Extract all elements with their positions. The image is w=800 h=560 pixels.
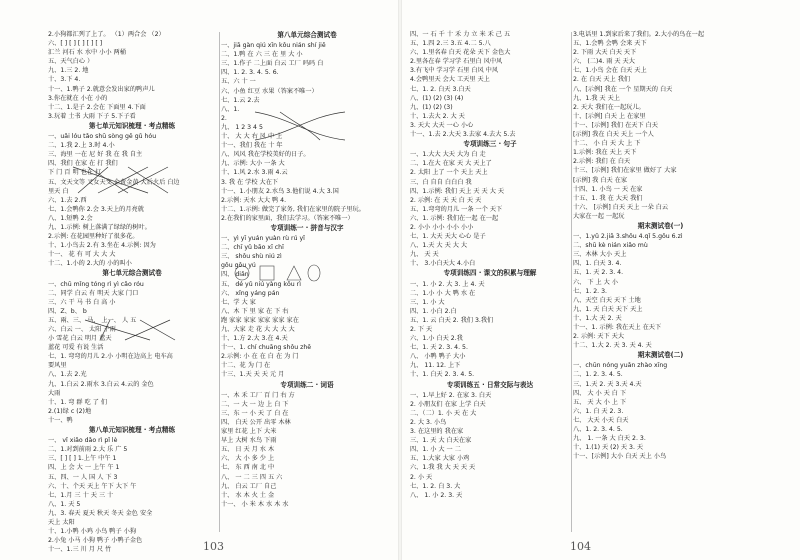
answer-line: [示例] 我 白天 在家 [573, 176, 628, 184]
answer-line: 二、shū kè nián xiǎo mù [573, 242, 648, 250]
answer-line: 七、1. 2. 白 3. 大 [410, 482, 461, 490]
answer-line: 九、 1 2 3 4 5 [221, 123, 263, 131]
answer-line: 六、1.小 白天 2.我 [410, 335, 463, 343]
answer-line: 九、 11. 12. 上下 [410, 362, 461, 370]
answer-line: 2.小兔 小马 小狗 鸭子 小鸭子金色 [48, 537, 143, 545]
answer-line: 一、1.大大 大天 大为 白 走 [410, 151, 486, 159]
answer-line: 五、 日 天 月 水 木 [221, 446, 275, 454]
answer-line: 里天 白 [48, 187, 69, 195]
page-number-right: 104 [570, 540, 591, 553]
answer-line: 五、四、一 人 国 人 下 3 [48, 473, 118, 481]
answer-line: 二、一 大 一 边 上 白 下 [221, 400, 289, 408]
answer-line: 六、 xǐng yáng pán [221, 289, 280, 297]
section-heading: 专项训练五 · 日常交际与表达 [446, 380, 534, 389]
answer-line: 二、1.对到前雨 2.大 乐 广 5 [48, 446, 128, 454]
answer-line: 十五、1. 我 在 大天 我们 [573, 194, 643, 202]
answer-line: 2. 示例: 在 天 天 白 天 天 [410, 196, 482, 204]
section-heading: 专项训练二 · 词语 [280, 380, 334, 389]
answer-line: 一、木 禾 工厂 百 门 右 方 [221, 391, 295, 399]
answer-line: 十、3.下 4. [48, 76, 81, 84]
answer-line: 九、1. 天 白天 天下 天上 [573, 305, 643, 313]
answer-line: 十四、1. 小鸟 一 天 在家 [573, 185, 643, 193]
matching-lines-sketch [68, 165, 178, 195]
answer-line: 七、 东 西 南 北 中 [221, 464, 275, 472]
answer-line: 三、白 自自 白白白 我 [410, 178, 472, 186]
answer-line: 六、[ ] [ ] [ ] [ ] [ ] [48, 40, 103, 48]
answer-line: 十一、1.鸭子 2.就意会发出家的鸭声儿 [48, 85, 155, 93]
answer-line: 十一、我们 我在 十 年 [221, 142, 283, 150]
answer-line: 九、1.我 天 天上 [573, 94, 620, 102]
answer-line: 七、1. 2. 白天 3.白天 [410, 85, 471, 93]
answer-column-3 [410, 30, 570, 530]
answer-line: 2.示例: 天水 大大 鸭 4. [221, 196, 287, 204]
answer-line: 一、uǎi lóu tǎo shū sòng gě gǔ hóu [48, 133, 157, 141]
section-heading: 专项训练三 · 句子 [463, 140, 517, 149]
answer-line: 十一、1.去 2.大天 3.去家 4.去大 5.去 [410, 131, 516, 139]
answer-line: 四、一 石 千 十 禾 力 立 米 禾 己 五 [410, 31, 511, 38]
answer-line: 十、[示例] 白天 上 在家里 [573, 112, 646, 120]
answer-line: 二、1. 2. 3. 4. 5. [573, 371, 623, 379]
answer-line: 三、1. 天 大 白天在家 [410, 437, 472, 445]
answer-line: 六、1.我 我 大 天 天 天 [410, 464, 476, 472]
answer-line: 七、1. 大天 天大 心心 是子 [410, 233, 486, 241]
answer-line: 十、1.去大 2. 大 天 [410, 112, 465, 120]
answer-line: 六、白云 一、 太阳 子雨 [48, 326, 116, 333]
answer-line: 4.会鸭里天 会大 工天里 天上 [410, 76, 490, 84]
answer-line: 九、3. 春天 夏天 秋天 冬天 金色 安全 [48, 509, 153, 517]
answer-line: 3. 在这里的 我在家 [410, 428, 464, 436]
answer-line: 七、学 大 家 [221, 298, 256, 306]
answer-line: 四、Z、b、 b [48, 307, 87, 315]
answer-line: 五、1.弯弯的月儿 一条 一个 天下 [410, 205, 503, 213]
answer-line: 七、1.小鸟 会在 白天 天上 [573, 67, 647, 75]
answer-line: 下 门 百 明 也在 打 [48, 169, 102, 177]
answer-line: 十六、 [示例] 白天 天上 一朵 白云 [573, 203, 669, 211]
column-divider [571, 32, 572, 532]
answer-line: 七、1. 天 2. 3. 4. 5. [410, 344, 468, 352]
answer-line: 十二、1.示例: 做完了家务, 我们在家里的院子里玩。 [221, 205, 365, 213]
answer-line: 七、1. 弯弯的月儿 2.小 小明在边高上 电车高 [48, 353, 173, 361]
answer-line: 七、 大天 小天 白天 [573, 416, 629, 424]
section-heading: 第八单元知识梳理 · 考点精练 [88, 426, 176, 435]
answer-line: 三、东 一 小 天 了 白 在 [221, 409, 289, 417]
answer-line: 三、海里 一在 尼 好 我 在 我 自主 [48, 151, 143, 159]
answer-line: 十、1. 白天 2. 3. 4. 5. [410, 371, 475, 379]
answer-line: 2. 示例: 天下 天大 [573, 333, 625, 341]
answer-line: 十一、 花 有 可 大 大 大 [48, 251, 116, 259]
answer-line: 五、1.大家 大家 小鸡 [410, 455, 470, 463]
answer-line: 八、风风 我在学校美好的日子。 [221, 151, 310, 159]
answer-line: 九、1.三 2. 地 [48, 67, 89, 75]
answer-line: 小 雪花 白云 明月 蓝天 [48, 335, 112, 343]
answer-line: 2. 小 天 [410, 473, 433, 481]
matching-lines-sketch [250, 108, 350, 144]
answer-line: 二、（二）1. 小 天 在 大 [410, 409, 477, 417]
answer-line: 七、1.云 2.去 [221, 96, 260, 104]
answer-line: 五、1.会鸭 会鸭 会来 天下 [573, 40, 647, 48]
answer-line: 八、1.短鸭 2.会 [48, 214, 93, 222]
answer-line: 十、1.方 2.大 3.在 4.天 [221, 335, 288, 343]
answer-line: 五、1. 天 2. 3. 4. [573, 269, 624, 277]
answer-line: 十、1.小鸟去 2.有 3.坐在 4.示例: 因为 [48, 242, 156, 250]
section-heading: 第七单元综合测试卷 [102, 269, 162, 278]
answer-line: 八、 小鸭 鸭子 大小 [410, 353, 466, 361]
answer-line: 十一、[示例] 大小 白天 天上 小鸟 [573, 453, 667, 461]
answer-line: 2. [221, 114, 227, 122]
answer-line: 大雨 [48, 389, 61, 397]
answer-line: 五、 天 大 小 上 下 [573, 398, 627, 406]
answer-line: 四、 大 小 天 白 下 [573, 389, 627, 397]
answer-line: 三、1.天 2. 天 3.天 4.天 [573, 380, 642, 388]
answer-line: 三、六 干 马 书 白 高 小 [48, 298, 116, 306]
answer-line: 2. 小小 小小 小小 小小 [410, 223, 474, 231]
answer-line: 十、1.风 2.水 3.雨 4.云 [221, 169, 288, 177]
page-number-left: 103 [203, 540, 224, 553]
answer-line: 四、1. 小 大 一 二 [410, 446, 461, 454]
answer-column-4 [573, 30, 748, 530]
answer-line: 二、1.鸭 在 六 三 在 里 大 小 [221, 51, 303, 59]
answer-line: 十、 水 木 火 土 金 [221, 491, 275, 499]
answer-line: 六、1.里名春 白天 花朵 天下 金色大 [410, 49, 511, 57]
answer-line: 大家在一起 一起玩 [573, 212, 625, 220]
picture-sketch [232, 262, 322, 284]
answer-line: 三、 shǒu shù niú zì [221, 253, 282, 261]
answer-line: 八、(1) (2) (3) (4) [410, 94, 464, 102]
answer-line: 九、(1) (2) (3) [410, 103, 453, 111]
answer-line: 八、1.天 大 天 大 大 [410, 242, 468, 250]
answer-line: 一、 vǐ xiǎo dǎo rì pǐ lè [48, 437, 118, 445]
answer-line: 十、1. 弯 群 吃 了 们 [48, 398, 108, 406]
answer-line: 十、 3.小白天大 4.小白 [410, 260, 476, 268]
answer-line: 二、1.我 2.上 3.时 4.小 [48, 142, 115, 150]
answer-line: 2.示例: 小 在 在 白 在 为 门 [221, 353, 299, 361]
answer-line: 六、1. 白 天 2. 3. [573, 407, 624, 415]
answer-line: 六、1.去 2.西 [48, 196, 87, 204]
answer-line: 三、1. 小 大 [410, 298, 445, 306]
answer-line: 五、1. 云 白天 2. 我们 3.我们 [410, 316, 494, 324]
answer-line: 2. 下 天 [410, 326, 433, 333]
answer-line: 3.有飞中 学习学 石里 白风 中风 [410, 67, 499, 75]
answer-line: 2.示例: 我们 在 白天 [573, 158, 631, 166]
answer-line: 3.电话里 1.到家后来了我们。2.大小的鸟在一起 [573, 31, 705, 38]
answer-line: 十二、 小 白 天 大 上 下 [573, 140, 641, 148]
answer-line: 一、yì yī yuán yuàn rù rú yǐ [221, 235, 305, 243]
answer-line: 十一、1.三 川 月 尺 竹 [48, 546, 112, 554]
answer-line: 一、1.早上好 2. 在家 3. 白天 [410, 391, 492, 399]
page-gutter [398, 0, 402, 560]
answer-line: 八、天空 白天 天下 土地 [573, 296, 641, 304]
answer-line: 十一、[示例] 我们 在天下 白天 [573, 121, 658, 129]
answer-line: 六、 大 小 多 少 上 [221, 455, 275, 463]
answer-line: 要风里 [48, 362, 67, 370]
answer-line: 九、1.白云 2.雨水 3.白云 4.云的 金色 [48, 380, 154, 388]
answer-line: 三、木林 大小 天上 [573, 251, 627, 259]
answer-line: 十三、1.天 天 天 元 月 [221, 371, 285, 379]
answer-line: 七、1. 2. 3. [573, 287, 608, 295]
answer-line: 二、chī yǔ bāo xī chī [221, 244, 284, 252]
answer-line: [示例] 我在 白天 天上 一个人 [573, 131, 654, 139]
answer-line: 六、 (二)4. 雨 天 天大 [573, 58, 635, 66]
answer-line: 2.示例: 在花园里种好了很多花。 [48, 233, 139, 241]
column-divider [219, 32, 220, 532]
answer-line: 八、 一 二 三 四 五 六 [221, 473, 283, 481]
section-heading: 期末测试卷(一) [637, 221, 684, 230]
answer-line: 八、1. 天 5 [48, 500, 81, 508]
answer-line: 家里 红花 上下 大米 [221, 428, 277, 436]
answer-line: 五、 dé yǔ niú yàng kǒu rì [221, 280, 301, 288]
answer-line: 二、同学 白云 有 明天 大家 门口 [48, 289, 139, 297]
answer-line: 跑 家家 家家 家家 家家 家在 [221, 316, 299, 324]
answer-line: 一、1. 小 2. 大 3. 上 4. 天 [410, 280, 485, 288]
answer-line: 一、chū mǐng tóng rì yì cǎo róu [48, 280, 144, 288]
section-heading: 专项训练四 · 课文的积累与理解 [443, 269, 537, 278]
answer-line: 六、1. 示例: 我们在一起 在一起 [410, 214, 499, 222]
answer-line: 十一、鸭 [48, 416, 73, 424]
section-heading: 第七单元知识梳理 · 考点精练 [88, 121, 176, 130]
answer-line: 九、示例: 大小 一条 大 [221, 160, 285, 168]
answer-line: 2. 小朋友们 在家 上学 白天 [410, 400, 486, 408]
answer-line: 2. 天大 我们在一起玩儿。 [573, 103, 645, 111]
answer-line: 2. 大 3. 小鸟 [410, 418, 447, 426]
answer-line: 2. 太阳 上了 一个 天上 天上 [410, 169, 488, 177]
answer-line: 九、大家 走 花 大 大 大 大 [221, 326, 295, 333]
matching-lines-sketch [80, 318, 180, 342]
answer-line: 3. 天大 大天 一心 小心 [410, 121, 474, 129]
answer-line: 九、 天 天 [410, 251, 439, 259]
answer-line: 五、文天文等 叉女天文 金黄金黄 大后火后 白边 [48, 178, 180, 186]
answer-line: 3.玩着 土书 大雨 下子 5.下子看 [48, 112, 136, 120]
answer-line: 汇兰 河石 水 水中 小小 两桶 [48, 49, 126, 57]
answer-line: 四、1.示例: 我们 天上 天 天 大 天 [410, 187, 505, 195]
answer-line: 十二、花 为 门 在 [221, 362, 271, 370]
answer-line: 九、1.示例: 树上落满了绿绿的树叶。 [48, 223, 151, 231]
answer-line: 八、[示例] 我在 一个 星期天的 白天 [573, 85, 673, 93]
answer-line: 四、1. 白天 3. 4. [573, 260, 622, 268]
answer-line: 2.在我们的家里面，我们去学习。（答案不唯一） [221, 214, 354, 222]
answer-line: 2. 在 白天 天上 我们 [573, 76, 631, 84]
answer-line: 二、1.在大 在家 天 大 天上了 [410, 160, 492, 168]
answer-line: 十、 大 大 右 风 中 上 [221, 133, 283, 141]
answer-line: 五、六 十 一 [221, 78, 256, 86]
answer-line: 四、 diǎn [221, 271, 249, 279]
section-heading: 第八单元综合测试卷 [277, 31, 337, 39]
answer-line: 十一、 小 米 木 水 木 水 [221, 500, 289, 508]
answer-line: 八、1. [221, 105, 240, 113]
answer-line: 四、1. 小白 2.白 [410, 307, 457, 315]
answer-line: 三、[ ] [ ] 1.上午 中午 1 [48, 455, 117, 463]
answer-line: 早上 大树 水鸟 下雨 [221, 437, 277, 445]
answer-line: 二、1.小 小 大 鸭 水 在 [410, 289, 476, 297]
answer-line: 四、上 会 大 一 上午 午 1 [48, 464, 120, 472]
answer-line: 六、十、个天 天上 午下 大下 午 [48, 482, 137, 490]
answer-line: 天上 太阳 [48, 518, 75, 526]
section-heading: 期末测试卷(二) [637, 351, 684, 360]
answer-line: 十、1.(1) 天 (2) 天 3. 天 [573, 444, 644, 452]
section-heading: 专项训练一 · 拼音与汉字 [270, 223, 344, 232]
answer-line: 四、1. 2. 3. 4. 5. 6. [221, 69, 279, 77]
answer-line: 3. 我 在 学校 大在下 [221, 178, 279, 186]
answer-line: 八、1.去 2.光 [48, 371, 87, 379]
answer-line: 十二、1.小的 2.大的 小的叫小 [48, 260, 132, 268]
answer-line: 2. 下雨 大天 白天 天下 [573, 49, 637, 57]
answer-line: 十一、1.小朋友 2.水鸟 3.他们说 4.大 3.国 [221, 187, 339, 195]
answer-line: 2.(1)绿 c (2)地 [48, 407, 92, 415]
answer-line: 十、1.小鸭 小鸡 小鸟 鸭子 小狗 [48, 528, 137, 536]
answer-line: 2.里各在春 学习学 石里白 风中风 [410, 58, 503, 66]
answer-line: 十三、[示例] 我们在家里 做好了 大家 [573, 167, 677, 175]
answer-line: 八、1. 2. 3. 4. 5. [573, 426, 623, 434]
answer-line: 五、兩、三、 马、 上一、 人 五 [48, 316, 137, 324]
answer-line: 一、chūn nóng yuǎn zhào xīng [573, 362, 668, 370]
answer-line: 三、1.作子 二上面 白云 工厂 吗吗 白 [221, 60, 324, 68]
answer-line: 一、jiā gàn qiú xīn kǒu nián shí jiē [221, 42, 326, 50]
answer-line: 1.示例: 我在 天上 天下 [573, 149, 637, 157]
answer-line: 十一、1. 示例: 我在天上 在天下 [573, 324, 662, 331]
answer-line: 2.小狗都汇列了上了。 （1）两合会 （2） [48, 31, 165, 38]
answer-line: 八、木 下 里 家 在 下 右 [221, 307, 289, 315]
answer-line: 蓝花 可爱 有说 生活 [48, 344, 104, 352]
answer-line: 十、1.大 天 2. 天 [573, 314, 622, 322]
answer-line: 五、天气白心 ） [48, 58, 94, 66]
answer-line: 十二、1.是子 2.会在 下面里 4.下面 [48, 103, 146, 111]
answer-line: 七、1.会鸭你 2.会 3.天上的月亮就 [48, 205, 144, 213]
answer-line: 九、 1. 一条 大 白天 2. 3. [573, 435, 646, 443]
answer-line: 四、 白天 公开 出零 木林 [221, 418, 291, 426]
answer-line: gǒu gǒu yú [221, 262, 256, 270]
answer-line: 一、1.yǔ 2.jiā 3.shǒu 4.qǐ 5.gǒu 6.zì [573, 233, 683, 241]
answer-line: 八、 1. 小 2. 3. 天 [410, 491, 463, 499]
answer-line: 3.你在就在 小在 小的 [48, 94, 108, 102]
answer-line: 四、我们 在家 在 打 我们 [48, 160, 118, 168]
answer-line: 六、小鱼 红豆 水果（答案不唯一） [221, 87, 318, 95]
answer-line: 十二、1.大 2. 天 3. 天 4. 天 [573, 342, 652, 350]
answer-line: 十一、1. chí chuāng shǒu zhē [221, 344, 312, 352]
answer-line: 六、 下 上 大 小 [573, 278, 618, 286]
answer-line: 五、1.四 2.三 3.五 4.二 5.八 [410, 40, 491, 48]
answer-line: 七、1.月 三 十 天 三 十 [48, 491, 114, 499]
answer-line: 九、 白云 工厂 自己 [221, 482, 277, 490]
